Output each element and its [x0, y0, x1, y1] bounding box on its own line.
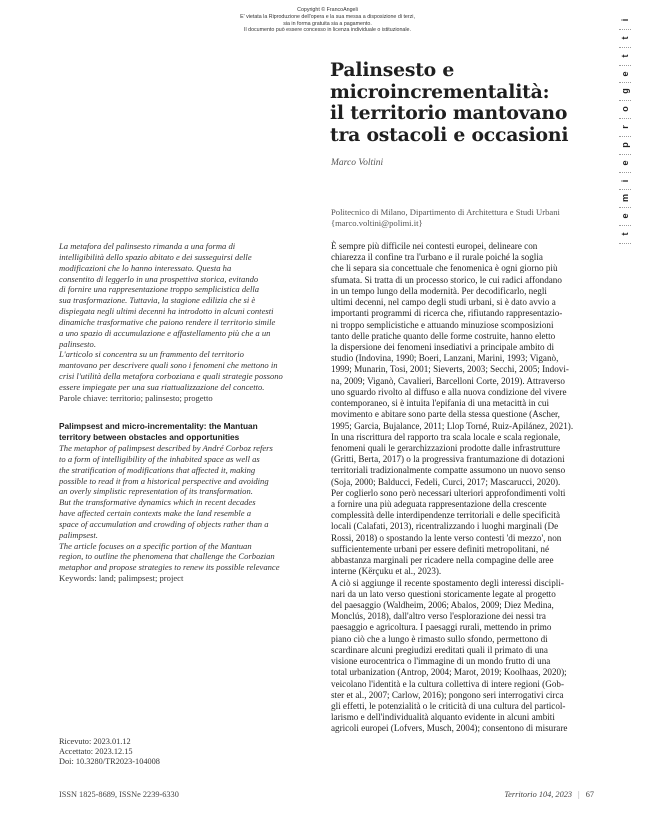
title-line: tra ostacoli e occasioni: [330, 123, 569, 146]
received-date: Ricevuto: 2023.01.12: [59, 737, 131, 746]
abstract-line: di fornire una rappresentazione troppo semplicistica della: [59, 284, 260, 295]
abstract-line: possible to read it from a historical perspective and avoiding: [59, 475, 269, 486]
abstract-line: intelligibilità dello spazio abitato e dei susseguirsi delle: [59, 251, 252, 262]
abstract-line: La metafora del palinsesto rimanda a una forma di: [59, 241, 236, 251]
body-line: in un tempo lungo della modernità. Per decodificarlo, negli: [331, 285, 547, 296]
abstract-line: crisi l'utilità della metafora corboziana e quali strategie possono: [59, 371, 283, 382]
section-tab-letter: e: [620, 213, 630, 219]
body-line: agricoli europei (Lofvers, Musch, 2004); consentono di misurare: [331, 723, 568, 734]
section-tab-letter: e: [620, 160, 630, 166]
affiliation-line: Politecnico di Milano, Dipartimento di Architettura e Studi Urbani: [331, 207, 560, 217]
body-line: A ciò si aggiunge il recente spostamento degli interessi discipli-: [331, 577, 564, 588]
abstract-line: palimpsest.: [59, 529, 98, 540]
english-title: [59, 421, 314, 443]
section-tab-letter: t: [620, 54, 630, 58]
abstract-line: modificazioni che lo hanno interessato. Questa ha: [59, 262, 232, 273]
abstract-line: dinamiche trasformative che paiono rendere il territorio simile: [59, 316, 276, 327]
accepted-date: Accettato: 2023.12.15: [59, 746, 133, 756]
section-tab-divider: [619, 100, 631, 101]
body-line: scardinare alcuni pregiudizi ereditati quali il primato di una: [331, 644, 548, 655]
doi: Doi: 10.3280/TR2023-104008: [59, 756, 160, 766]
section-tab-divider: [619, 154, 631, 155]
section-tab-letter: r: [620, 125, 630, 129]
section-tab-letter: i: [620, 18, 630, 22]
copyright-line: Copyright © FrancoAngeli: [297, 7, 358, 13]
body-line: È sempre più difficile nei contesti europei, delineare con: [331, 241, 538, 251]
body-line: complessità delle interdipendenze territoriali e delle specificità: [331, 510, 561, 521]
body-line: studio (Indovina, 1990; Boeri, Lanzani, Marini, 1993; Viganò,: [331, 353, 559, 364]
title-line: microincrementalità:: [330, 80, 550, 103]
section-tab-divider: [619, 29, 631, 30]
body-line: uno sguardo rivolto al diffuso e alla nuova condizione del vivere: [331, 386, 567, 397]
body-line: ster et al., 2007; Carlow, 2016); pongono seri interrogativi circa: [331, 689, 564, 700]
body-line: tanto delle pratiche quanto delle forme costruite, hanno eletto: [331, 330, 556, 341]
body-line: ultimi decenni, nel campo degli studi urbani, si è dato avvio a: [331, 297, 556, 308]
author-email: {marco.voltini@polimi.it}: [331, 217, 423, 228]
body-line: larismo e dell'individualità alquanto evidente in alcuni ambiti: [331, 712, 555, 723]
abstract-line: to a form of intelligibility of the inhabited space as well as: [59, 453, 260, 464]
body-line: 1999; Munarin, Tosi, 2001; Sieverts, 2003; Secchi, 2005; Indovi-: [331, 364, 569, 375]
body-line: nari da un lato verso questioni storicamente legate al progetto: [331, 588, 556, 599]
abstract-line: have affected certain contexts make the land resemble a: [59, 508, 252, 519]
section-tab-divider: [619, 47, 631, 48]
body-line: sufficientemente urbani per essere definiti metropolitani, né: [331, 543, 549, 554]
title-line: il territorio mantovano: [330, 102, 568, 124]
body-line: In una riscrittura del rapporto tra scala locale e scala regionale,: [331, 431, 561, 442]
section-tab-letter: p: [620, 142, 630, 148]
article-dates: [59, 737, 160, 766]
abstract-line: a uno spazio di accumulazione e affastellamento più che a un: [59, 327, 271, 338]
body-line: total urbanization (Antrop, 2004; Marot, 2019; Koolhaas, 2020);: [331, 667, 567, 678]
body-line: veicolano l'identità e la cultura collettiva di intere regioni (Gob-: [331, 678, 564, 689]
article-body: [331, 241, 613, 735]
section-tab-divider: [619, 243, 631, 244]
abstract-line: L'articolo si concentra su un frammento del territorio: [59, 349, 244, 360]
abstract-english: [59, 443, 307, 584]
section-tab-divider: [619, 172, 631, 173]
english-title-line: territory between obstacles and opportunities: [59, 431, 240, 442]
section-tab-letter: e: [620, 71, 630, 77]
abstract-line: the stratification of modifications that affected it, making: [59, 464, 256, 475]
section-tab-divider: [619, 189, 631, 190]
abstract-line: an overly simplistic representation of its transformation.: [59, 486, 253, 497]
section-tab-temi-e-progetti: [616, 12, 634, 244]
section-tab-letter: m: [620, 194, 630, 203]
body-line: movimento e abitare sono parte della stessa questione (Ascher,: [331, 409, 560, 420]
body-line: Per coglierlo sono però necessari ulteriori approfondimenti volti: [331, 487, 566, 498]
body-line: fenomeni quali le gerarchizzazioni prodotte dalle infrastrutture: [331, 442, 561, 453]
section-tab-divider: [619, 65, 631, 66]
section-tab-letter: o: [620, 106, 630, 112]
body-line: del paesaggio (Waldheim, 2006; Abalos, 2009; Diez Medina,: [331, 600, 554, 610]
abstract-line: essere impiegate per una sua riattualizzazione del concetto.: [59, 381, 265, 392]
body-line: na, 2009; Viganò, Cavalieri, Barcelloni Corte, 2019). Attraverso: [331, 375, 565, 386]
section-tab-divider: [619, 82, 631, 83]
copyright-notice: [200, 7, 455, 34]
body-line: paesaggio e agricoltura. I paesaggi rurali, mettendo in primo: [331, 622, 552, 633]
section-tab-divider: [619, 207, 631, 208]
section-tab-divider: [619, 118, 631, 119]
section-tab-divider: [619, 225, 631, 226]
body-line: (Soja, 2000; Balducci, Fedeli, Curci, 2017; Mascarucci, 2020).: [331, 476, 561, 487]
body-line: Rossi, 2018) o spostando la lente verso contesti 'di mezzo', non: [331, 532, 562, 543]
publication-info: Territorio 104, 2023: [504, 790, 573, 799]
abstract-line: palinsesto.: [59, 338, 97, 349]
body-line: sfumata. Si tratta di un processo storico, le cui radici affondano: [331, 274, 562, 285]
abstract-line: But the transformative dynamics which in recent decades: [59, 497, 256, 508]
body-line: contemporaneo, si è intuita l'epifania di una metacittà in cui: [331, 398, 550, 409]
body-line: territoriali tradizionalmente compatte assumono un nuovo senso: [331, 465, 566, 476]
copyright-line: E' vietata la Riproduzione dell'opera e la sua messa a disposizione di terzi,: [240, 13, 415, 20]
author-affiliation: [331, 207, 611, 229]
keywords-italian: Parole chiave: territorio; palinsesto; progetto: [59, 392, 213, 403]
body-line: Monclús, 2018), dall'altro verso l'esplorazione dei nessi tra: [331, 611, 546, 622]
body-line: visione eurocentrica o l'immagine di un mondo frutto di una: [331, 656, 551, 667]
abstract-line: region, to outline the phenomena that challenge the Corbozian: [59, 551, 275, 562]
abstract-line: mantovano per descrivere quali sono i fenomeni che mettono in: [59, 360, 278, 371]
section-tab-letter: i: [620, 179, 630, 182]
copyright-line: sia in forma gratuita sia a pagamento.: [283, 20, 372, 27]
body-line: a fornire una più adeguata rappresentazione della crescente: [331, 499, 547, 510]
section-tab-letter: g: [620, 88, 630, 95]
body-line: chiarezza il confine tra l'urbano e il rurale poiché la soglia: [331, 252, 543, 263]
body-line: la dispersione dei fenomeni insediativi a principale ambito di: [331, 341, 554, 352]
footer-separator: |: [578, 790, 580, 799]
copyright-line: Il documento può essere concesso in licenza individuale o istituzionale.: [244, 27, 411, 34]
author-name: Marco Voltini: [331, 158, 384, 168]
body-line: 1995; Garcia, Bujalance, 2011; Llop Torné, Ruiz-Apilánez, 2021).: [331, 420, 574, 431]
title-line: Palinsesto e: [330, 59, 455, 81]
page-footer: [504, 790, 594, 799]
abstract-line: The article focuses on a specific portion of the Mantuan: [59, 540, 252, 551]
section-tab-letter: t: [620, 36, 630, 40]
abstract-italian: [59, 241, 307, 404]
abstract-line: space of accumulation and crowding of objects rather than a: [59, 518, 269, 529]
keywords-english: Keywords: land; palimpsest; project: [59, 573, 184, 584]
body-line: abbastanza marginali per ricadere nella compagine delle aree: [331, 555, 554, 566]
body-line: interne (Kërçuku et al., 2023).: [331, 566, 442, 577]
body-line: ni troppo semplicistiche e attuando minuziose scomposizioni: [331, 319, 554, 330]
issn: ISSN 1825-8689, ISSNe 2239-6330: [59, 790, 179, 799]
abstract-line: The metaphor of palimpsest described by André Corboz refers: [59, 443, 273, 453]
body-line: gli effetti, le potenzialità o le criticità di una cultura del particol-: [331, 700, 566, 711]
section-tab-divider: [619, 136, 631, 137]
page-number: 67: [585, 790, 594, 799]
abstract-line: sua trasformazione. Tuttavia, la stagione edilizia che si è: [59, 295, 256, 306]
body-line: piano ciò che a lungo è rimasto sullo sfondo, permettono di: [331, 633, 548, 644]
english-title-line: Palimpsest and micro-incrementality: the Mantuan: [59, 421, 258, 431]
abstract-line: metaphor and propose strategies to renew its possible relevance: [59, 562, 280, 573]
abstract-line: dispiegata negli ultimi decenni ha introdotto in alcuni contesti: [59, 306, 274, 317]
body-line: (Gritti, Berta, 2017) o la progressiva frantumazione di dotazioni: [331, 454, 565, 465]
body-line: che li separa sia concettuale che fenomenica è ogni giorno più: [331, 263, 558, 274]
section-tab-letter: t: [620, 232, 630, 236]
abstract-line: consentito di leggerlo in una prospettiva storica, evitando: [59, 273, 259, 284]
body-line: locali (Calafati, 2013), ricentralizzando i luoghi marginali (De: [331, 521, 559, 532]
article-title: [330, 60, 610, 146]
body-line: importanti programmi di ricerca che, rifiutando rappresentazio-: [331, 308, 563, 319]
